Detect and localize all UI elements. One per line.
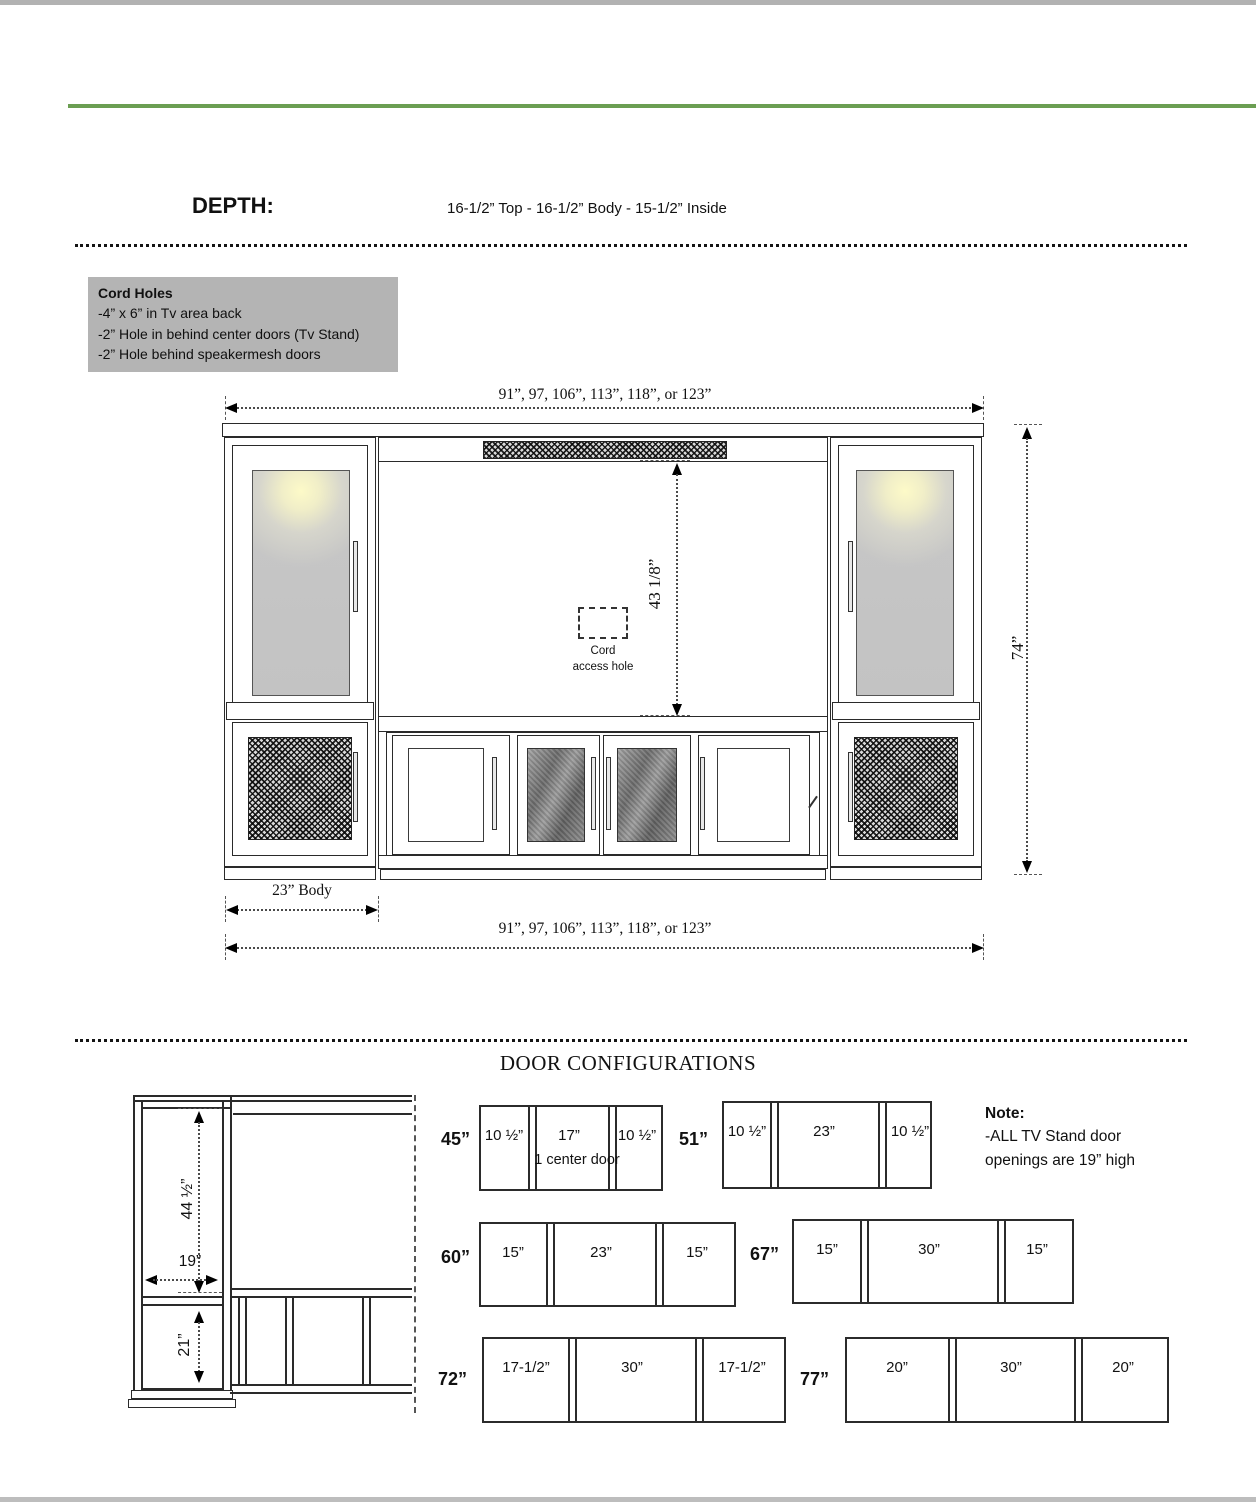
sv-center-top-rail	[233, 1113, 412, 1115]
tv-stand-door-4-panel	[717, 748, 790, 842]
cord-holes-line-1: -4” x 6” in Tv area back	[98, 305, 242, 322]
top-page-edge	[0, 0, 1256, 5]
bottom-width-dimension-label: 91”, 97, 106”, 113”, 118”, or 123”	[498, 920, 712, 937]
center-base	[380, 869, 826, 880]
left-pier-upper-door-handle	[353, 541, 358, 612]
sv-pier-base	[128, 1399, 236, 1408]
cord-access-hole	[578, 607, 628, 639]
body-dim-line	[233, 909, 371, 911]
config-60-section-2: 23”	[590, 1244, 612, 1261]
config-67-box	[792, 1219, 1074, 1304]
height-dim-arrow-down	[1022, 861, 1032, 873]
config-45-box	[479, 1105, 663, 1191]
sv-lower-dim-arrow-down	[194, 1371, 204, 1383]
body-dim-right-tick	[378, 896, 379, 922]
cord-access-hole-label-2: access hole	[572, 661, 634, 673]
sv-width-dim-line	[153, 1279, 209, 1281]
config-72-size-label: 72”	[438, 1369, 468, 1389]
height-dim-top-tick	[1014, 424, 1042, 425]
body-dim-arrow-right	[366, 905, 378, 915]
left-pier-glass-panel	[252, 470, 350, 696]
cord-holes-box	[88, 277, 398, 372]
sv-width-label: 19”	[178, 1253, 202, 1270]
left-pier-lower-door-handle	[353, 752, 358, 822]
center-speaker-mesh-strip	[483, 441, 727, 459]
sv-stand-stile-2a	[285, 1296, 287, 1384]
bottom-dim-line	[233, 947, 975, 949]
right-pier-divider-board	[832, 702, 980, 720]
config-45-section-2: 17”	[558, 1127, 580, 1144]
config-51-size-label: 51”	[679, 1129, 709, 1149]
overall-height-label: 74”	[1008, 635, 1027, 661]
sv-stand-stile-3b	[369, 1296, 371, 1384]
top-dim-arrow-left	[225, 403, 237, 413]
bottom-page-edge	[0, 1497, 1256, 1502]
config-51-box	[722, 1101, 932, 1189]
depth-heading: DEPTH:	[192, 193, 274, 218]
right-pier-glass-panel	[856, 470, 954, 696]
sv-upper-dim-bottom-tick	[178, 1292, 222, 1293]
dotted-separator-bottom	[75, 1039, 1187, 1042]
config-77-divider-1	[948, 1339, 957, 1421]
config-67-section-2: 30”	[918, 1241, 940, 1258]
body-width-label: 23” Body	[272, 882, 332, 899]
sv-stand-stile-1b	[245, 1296, 247, 1384]
note-line-2: openings are 19” high	[985, 1151, 1135, 1169]
config-60-divider-2	[655, 1224, 664, 1305]
tv-stand-door-3-handle	[606, 757, 611, 830]
config-51-divider-2	[878, 1103, 887, 1187]
config-77-section-3: 20”	[1112, 1359, 1134, 1376]
left-pier-divider-board	[226, 702, 374, 720]
sv-top-line-2	[133, 1100, 412, 1102]
tv-stand-bottom-board	[378, 855, 828, 869]
cabinet-top-board	[222, 423, 984, 437]
tv-opening-dim-top-tick	[640, 460, 690, 461]
sv-pier-bottom-board	[131, 1390, 233, 1399]
sv-right-wall-inner	[222, 1100, 224, 1398]
depth-value: 16-1/2” Top - 16-1/2” Body - 15-1/2” Inside	[447, 200, 727, 217]
bottom-dim-arrow-left	[225, 943, 237, 953]
cord-holes-title: Cord Holes	[98, 285, 173, 301]
body-dim-arrow-left	[226, 905, 238, 915]
left-pier-base	[224, 867, 376, 880]
sv-upper-opening-label: 44 ½”	[179, 1178, 196, 1220]
left-pier-speaker-mesh-panel	[248, 737, 352, 840]
door-configurations-title: DOOR CONFIGURATIONS	[499, 1051, 757, 1075]
tv-stand-door-1-handle	[492, 757, 497, 830]
top-dim-line	[233, 407, 975, 409]
sv-left-wall-outer	[133, 1095, 135, 1407]
cord-holes-line-3: -2” Hole behind speakermesh doors	[98, 345, 321, 362]
sv-stand-top-line-2	[230, 1296, 412, 1298]
sv-lower-dim-line	[198, 1322, 200, 1372]
sv-stand-stile-3a	[362, 1296, 364, 1384]
sv-shelf-top	[141, 1296, 222, 1298]
height-dim-bottom-tick	[1014, 874, 1042, 875]
note-block	[985, 1102, 1135, 1172]
config-67-section-1: 15”	[816, 1241, 838, 1258]
config-60-box	[479, 1222, 736, 1307]
tv-stand-door-4-handle	[700, 757, 705, 830]
config-45-divider-2	[608, 1107, 617, 1189]
config-77-section-2: 30”	[1000, 1359, 1022, 1376]
config-67-divider-2	[997, 1221, 1006, 1302]
config-72-section-2: 30”	[621, 1359, 643, 1376]
sv-upper-dim-top-tick	[178, 1108, 222, 1109]
config-72-divider-2	[695, 1339, 704, 1421]
config-77-section-1: 20”	[886, 1359, 908, 1376]
dotted-separator-top	[75, 244, 1187, 247]
tv-opening-height-label: 43 1/8”	[645, 558, 664, 610]
cord-access-hole-label-1: Cord	[590, 645, 616, 657]
sv-width-arrow-right	[206, 1275, 218, 1285]
tv-stand-door-1-panel	[408, 748, 484, 842]
config-51-section-1: 10 ½”	[727, 1123, 767, 1140]
tv-stand-door-2-glass	[527, 748, 585, 842]
tv-opening-dim-line	[676, 474, 678, 705]
sv-stand-stile-1a	[238, 1296, 240, 1384]
config-section-divider	[414, 1095, 416, 1413]
config-72-box	[482, 1337, 786, 1423]
config-72-section-1: 17-1/2”	[502, 1359, 550, 1376]
sv-stand-base-line	[230, 1392, 412, 1394]
top-width-dimension-label: 91”, 97, 106”, 113”, 118”, or 123”	[498, 386, 712, 403]
tv-stand-door-3-glass	[617, 748, 677, 842]
tv-stand-top-board	[378, 716, 828, 732]
config-60-divider-1	[546, 1224, 555, 1305]
config-77-box	[845, 1337, 1169, 1423]
right-pier-speaker-mesh-panel	[854, 737, 958, 840]
config-45-section-3: 10 ½”	[617, 1127, 657, 1144]
config-45-divider-1	[528, 1107, 537, 1189]
green-rule	[68, 104, 1256, 108]
config-67-size-label: 67”	[750, 1244, 780, 1264]
tv-stand-door-2-handle	[591, 757, 596, 830]
config-60-section-3: 15”	[686, 1244, 708, 1261]
config-77-divider-2	[1074, 1339, 1083, 1421]
cord-holes-line-2: -2” Hole in behind center doors (Tv Stand)	[98, 325, 360, 342]
sv-stand-top-line-1	[230, 1288, 412, 1290]
top-dim-arrow-right	[972, 403, 984, 413]
sv-lower-opening-label: 21”	[176, 1333, 193, 1357]
config-67-divider-1	[860, 1221, 869, 1302]
bottom-dim-arrow-right	[972, 943, 984, 953]
sv-top-line-1	[133, 1095, 412, 1097]
config-45-size-label: 45”	[441, 1129, 471, 1149]
config-77-size-label: 77”	[800, 1369, 830, 1389]
config-51-section-2: 23”	[813, 1123, 835, 1140]
config-72-section-3: 17-1/2”	[718, 1359, 766, 1376]
config-60-size-label: 60”	[441, 1247, 471, 1267]
note-line-1: -ALL TV Stand door	[985, 1128, 1122, 1146]
config-60-section-1: 15”	[502, 1244, 524, 1261]
config-67-section-3: 15”	[1026, 1241, 1048, 1258]
sv-left-wall-inner	[141, 1100, 143, 1398]
right-pier-lower-door-handle	[848, 752, 853, 822]
sv-stand-stile-2b	[292, 1296, 294, 1384]
config-72-divider-1	[568, 1339, 577, 1421]
right-pier-base	[830, 867, 982, 880]
config-51-section-3: 10 ½”	[890, 1123, 930, 1140]
right-pier-upper-door-handle	[848, 541, 853, 612]
sv-stand-bottom-line	[230, 1384, 412, 1386]
note-title: Note:	[985, 1105, 1025, 1122]
config-51-divider-1	[770, 1103, 779, 1187]
config-45-section-1: 10 ½”	[484, 1127, 524, 1144]
sv-right-wall-outer	[230, 1095, 232, 1407]
config-45-caption: 1 center door	[534, 1152, 620, 1168]
